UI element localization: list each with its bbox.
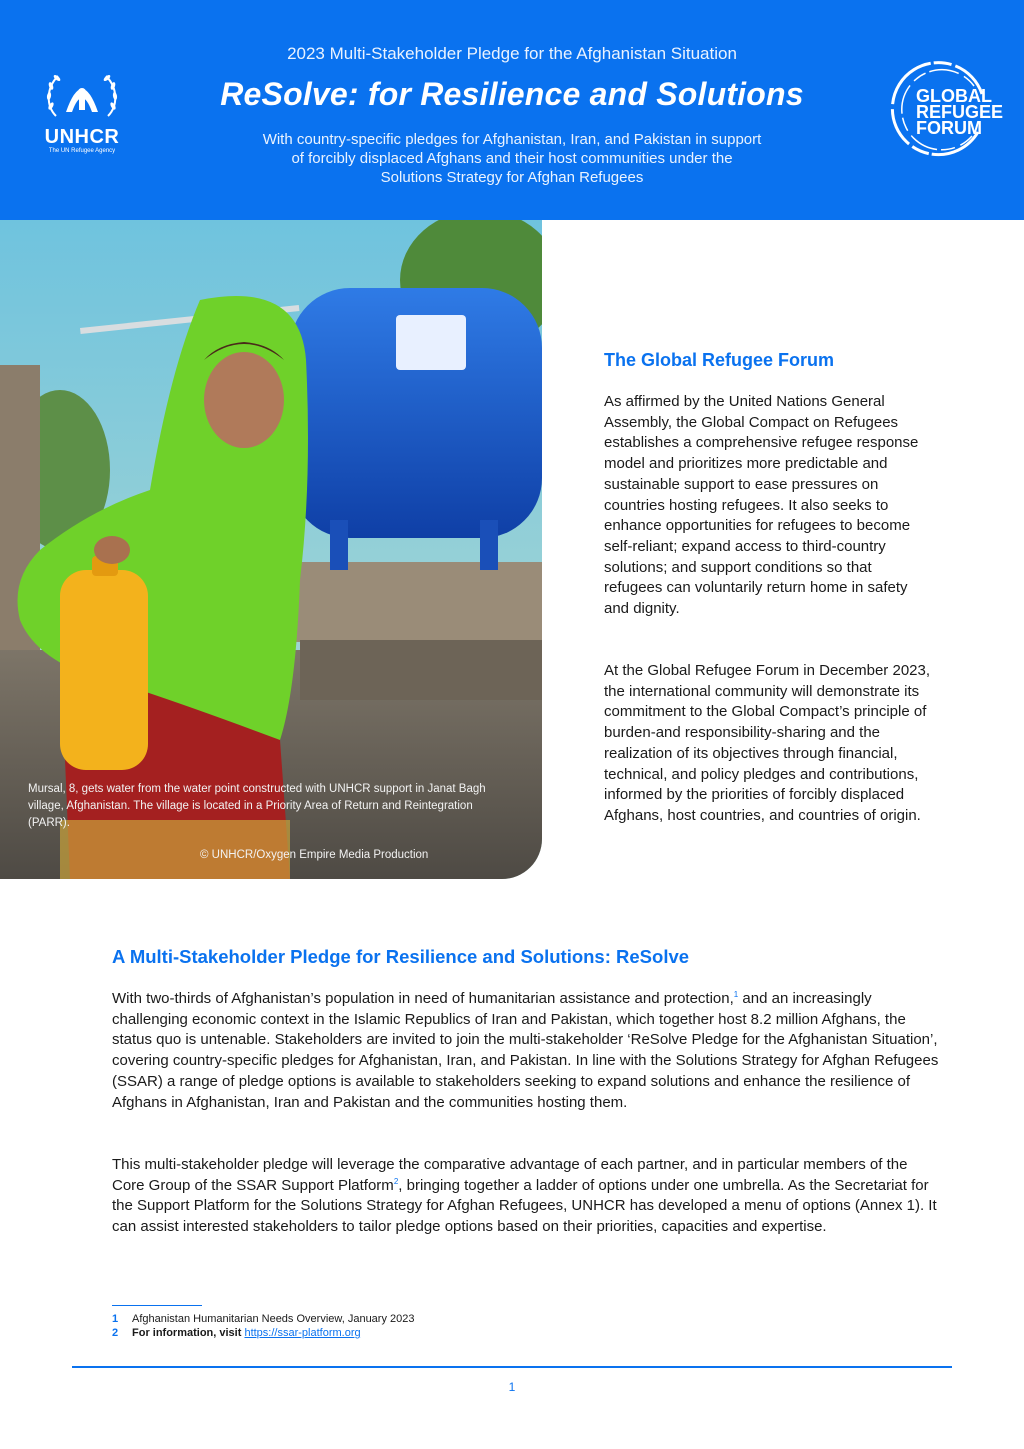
- grf-logo-line-1: GLOBAL: [916, 86, 992, 106]
- grf-paragraph-1: As affirmed by the United Nations General Assembly, the Global Compact on Refugees establishes a comprehensive refugee response model and prioritizes more predictable and sustainable support to ease pressures on countries hosting refugees. It also seeks to enhance opportunities for refugees to become self-reliant; expand access to third-country solutions; and support conditions so that refugees can voluntarily return home in safety and dignity.: [604, 393, 919, 618]
- page-header: [0, 0, 1024, 220]
- header-kicker: 2023 Multi-Stakeholder Pledge for the Afghanistan Situation: [287, 44, 737, 63]
- body-paragraph-1: [112, 989, 942, 1113]
- footnote-ref-2[interactable]: 2: [393, 1176, 399, 1186]
- body-paragraph-2-part-b: , bringing together a ladder of options under one umbrella. As the Secretariat for the Support Platform for the Solutions Strategy for Afghan Refugees, UNHCR has developed a menu of options (Annex 1). It can assist interested stakeholders to tailor pledge options based on their priorities, capacities and expertise.: [112, 1176, 937, 1236]
- footer-divider: [72, 1366, 952, 1368]
- section-heading: A Multi-Stakeholder Pledge for Resilience and Solutions: ReSolve: [112, 946, 690, 967]
- photo-caption: Mursal, 8, gets water from the water point constructed with UNHCR support in Janat Bagh village, Afghanistan. The village is located in a Priority Area of Return and Reintegration (PARR).: [28, 783, 486, 829]
- body-paragraph-1-part-b: and an increasingly challenging economic context in the Islamic Republics of Iran and Pakistan, which together host 8.2 million Afghans, the status quo is untenable. Stakeholders are invited to join the multi-stakeholder ‘ReSolve Pledge for the Afghanistan Situation’, covering country-specific pledges for Afghanistan, Iran, and Pakistan. In line with the Solutions Strategy for Afghan Refugees (SSAR) a range of pledge options is available to stakeholders seeking to expand solutions and enhance the resilience of Afghans in Afghanistan, Iran and Pakistan and the communities hosting them.: [112, 990, 939, 1111]
- grf-paragraph-2: At the Global Refugee Forum in December 2023, the international community will demonstrate its commitment to the Global Compact’s principle of burden-and responsibility-sharing and the realization of its objectives through financial, technical, and policy pledges and contributions, informed by the priorities of forcibly displaced Afghans, host countries, and countries of origin.: [604, 662, 931, 824]
- unhcr-logo-subtext: The UN Refugee Agency: [48, 148, 116, 154]
- footnote-2-lead: For information, visit: [132, 1327, 245, 1339]
- footnote-1-number: 1: [112, 1313, 119, 1325]
- footnote-1: [112, 1313, 415, 1325]
- footnote-ref-1[interactable]: 1: [733, 990, 739, 999]
- body-paragraph-2-part-a: This multi-stakeholder pledge will leverage the comparative advantage of each partner, and in particular members of the Core Group of the SSAR Support Platform: [112, 1156, 908, 1194]
- ssar-platform-link[interactable]: https://ssar-platform.org: [244, 1327, 361, 1339]
- body-paragraph-1-part-a: With two-thirds of Afghanistan’s population in need of humanitarian assistance and protection,: [112, 990, 734, 1007]
- grf-logo-line-2: REFUGEE: [916, 102, 1004, 122]
- page-number: 1: [508, 1380, 516, 1394]
- grf-logo-text: [916, 88, 1003, 136]
- photo-credit: © UNHCR/Oxygen Empire Media Production: [200, 849, 429, 861]
- page-title: ReSolve: for Resilience and Solutions: [220, 76, 804, 112]
- footnote-2-number: 2: [112, 1327, 119, 1339]
- unhcr-logo-text: UNHCR: [44, 126, 120, 148]
- header-description: With country-specific pledges for Afghanistan, Iran, and Pakistan in support of forcibly displaced Afghans and their host communities under the Solutions Strategy for Afghan Refugees: [262, 131, 762, 186]
- footnote-2: [112, 1327, 361, 1339]
- body-paragraph-2: [112, 1155, 942, 1238]
- grf-logo-line-3: FORUM: [916, 118, 982, 138]
- footnote-divider: [112, 1305, 202, 1306]
- grf-heading: The Global Refugee Forum: [604, 350, 835, 370]
- footnote-1-text: Afghanistan Humanitarian Needs Overview, January 2023: [132, 1313, 415, 1325]
